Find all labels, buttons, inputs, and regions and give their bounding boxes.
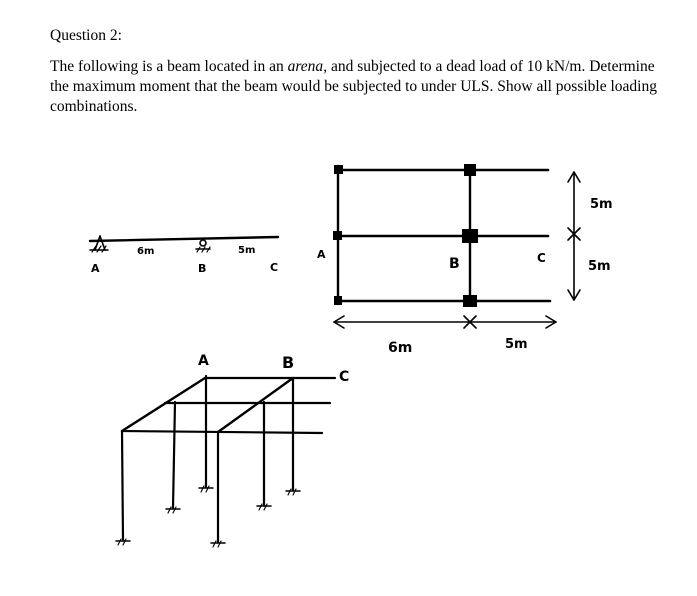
iso-column-bases — [116, 486, 300, 547]
beam-label-b: B — [198, 262, 207, 275]
iso-diag-b — [218, 378, 293, 432]
plan-node-top-right — [464, 164, 476, 176]
iso-column-1 — [122, 431, 123, 540]
plan-dim-5m-horizontal: 5m — [505, 337, 528, 352]
plan-dim-6m: 6m — [388, 340, 413, 356]
plan-node-bot-right — [463, 295, 477, 307]
support-b-roller — [196, 240, 210, 252]
question-text-start: The following is a beam located in an — [50, 58, 288, 75]
plan-label-c: C — [537, 251, 546, 265]
plan-dim-5m-bottom: 5m — [588, 259, 611, 274]
iso-label-c: C — [339, 369, 350, 385]
plan-node-top-left — [334, 165, 343, 174]
plan-label-a: A — [317, 248, 326, 261]
beam-line — [90, 237, 278, 241]
iso-label-b: B — [282, 353, 295, 372]
iso-sketch — [116, 353, 349, 547]
plan-sketch — [317, 164, 613, 356]
plan-dim-5m-top: 5m — [590, 197, 613, 212]
iso-column-2 — [173, 402, 175, 508]
question-text-end: , and subjected to a dead load of 10 kN/m. Determine the maximum moment that the beam would be subjected to under ULS. Show all possible loading combinations. — [50, 58, 657, 115]
plan-dim-vertical — [568, 172, 580, 300]
plan-node-bot-left — [334, 296, 342, 305]
iso-diag-a — [122, 378, 205, 431]
plan-node-mid-right — [462, 229, 478, 243]
beam-label-a: A — [91, 262, 100, 275]
plan-label-b: B — [449, 256, 460, 272]
iso-label-a: A — [198, 353, 209, 369]
beam-label-c: C — [270, 261, 279, 274]
question-title: Question 2: — [50, 27, 122, 44]
support-a-pin — [90, 236, 108, 252]
plan-node-mid-left — [333, 231, 342, 240]
question-text-arena: arena — [287, 58, 324, 75]
beam-span-bc: 5m — [238, 245, 256, 256]
beam-sketch — [90, 236, 278, 275]
plan-dim-horizontal — [334, 316, 556, 328]
beam-span-ab: 6m — [137, 246, 155, 257]
